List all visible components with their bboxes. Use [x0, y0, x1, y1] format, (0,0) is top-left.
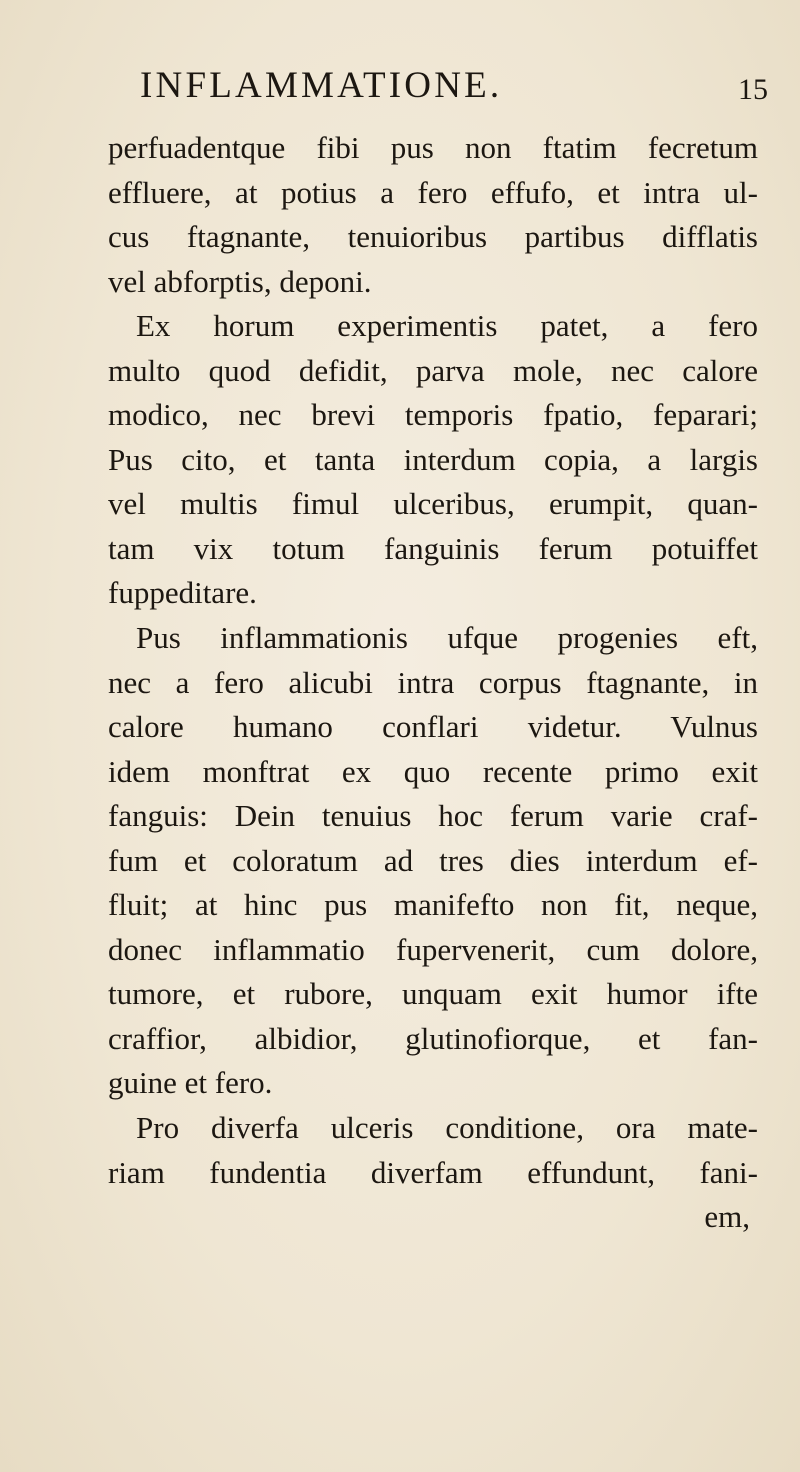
- text-line: vel abforptis, deponi.: [108, 263, 372, 299]
- text-line: Pus cito, et tanta interdum copia, a largis: [108, 441, 758, 477]
- text-line: Pus inflammationis ufque progenies eft,: [136, 620, 758, 656]
- text-line: multo quod defidit, parva mole, nec calore: [108, 352, 758, 388]
- text-line: tam vix totum fanguinis ferum potuiffet: [108, 530, 758, 566]
- text-line: Ex horum experimentis patet, a fero: [136, 308, 758, 344]
- text-line: vel multis fimul ulceribus, erumpit, quan-: [108, 486, 758, 522]
- text-line: donec inflammatio fupervenerit, cum dolore,: [108, 931, 758, 967]
- text-line: nec a fero alicubi intra corpus ftagnante, in: [108, 664, 758, 700]
- text-line: fum et coloratum ad tres dies interdum ef-: [108, 842, 758, 878]
- text-line: fuppeditare.: [108, 575, 257, 611]
- text-line: fanguis: Dein tenuius hoc ferum varie craf-: [108, 798, 758, 834]
- text-line: Pro diverfa ulceris conditione, ora mate-: [136, 1110, 758, 1146]
- text-line: riam fundentia diverfam effundunt, fani-: [108, 1154, 758, 1190]
- text-line: perfuadentque fibi pus non ftatim fecretum: [108, 130, 758, 165]
- text-line: cus ftagnante, tenuioribus partibus difflatis: [108, 219, 758, 255]
- running-title: INFLAMMATIONE.: [140, 65, 503, 106]
- catchword: em,: [704, 1199, 750, 1235]
- text-line: guine et fero.: [108, 1065, 273, 1101]
- text-line: tumore, et rubore, unquam exit humor ifte: [108, 976, 758, 1012]
- text-line: modico, nec brevi temporis fpatio, feparari;: [108, 397, 758, 433]
- text-line: calore humano conflari videtur. Vulnus: [108, 709, 758, 745]
- text-line: idem monftrat ex quo recente primo exit: [108, 753, 758, 789]
- text-line: craffior, albidior, glutinofiorque, et fan-: [108, 1020, 758, 1056]
- text-line: effluere, at potius a fero effufo, et intra ul-: [108, 174, 758, 210]
- body-text: [108, 126, 758, 1240]
- text-line: fluit; at hinc pus manifefto non fit, neque,: [108, 887, 758, 923]
- page-number: 15: [738, 73, 768, 106]
